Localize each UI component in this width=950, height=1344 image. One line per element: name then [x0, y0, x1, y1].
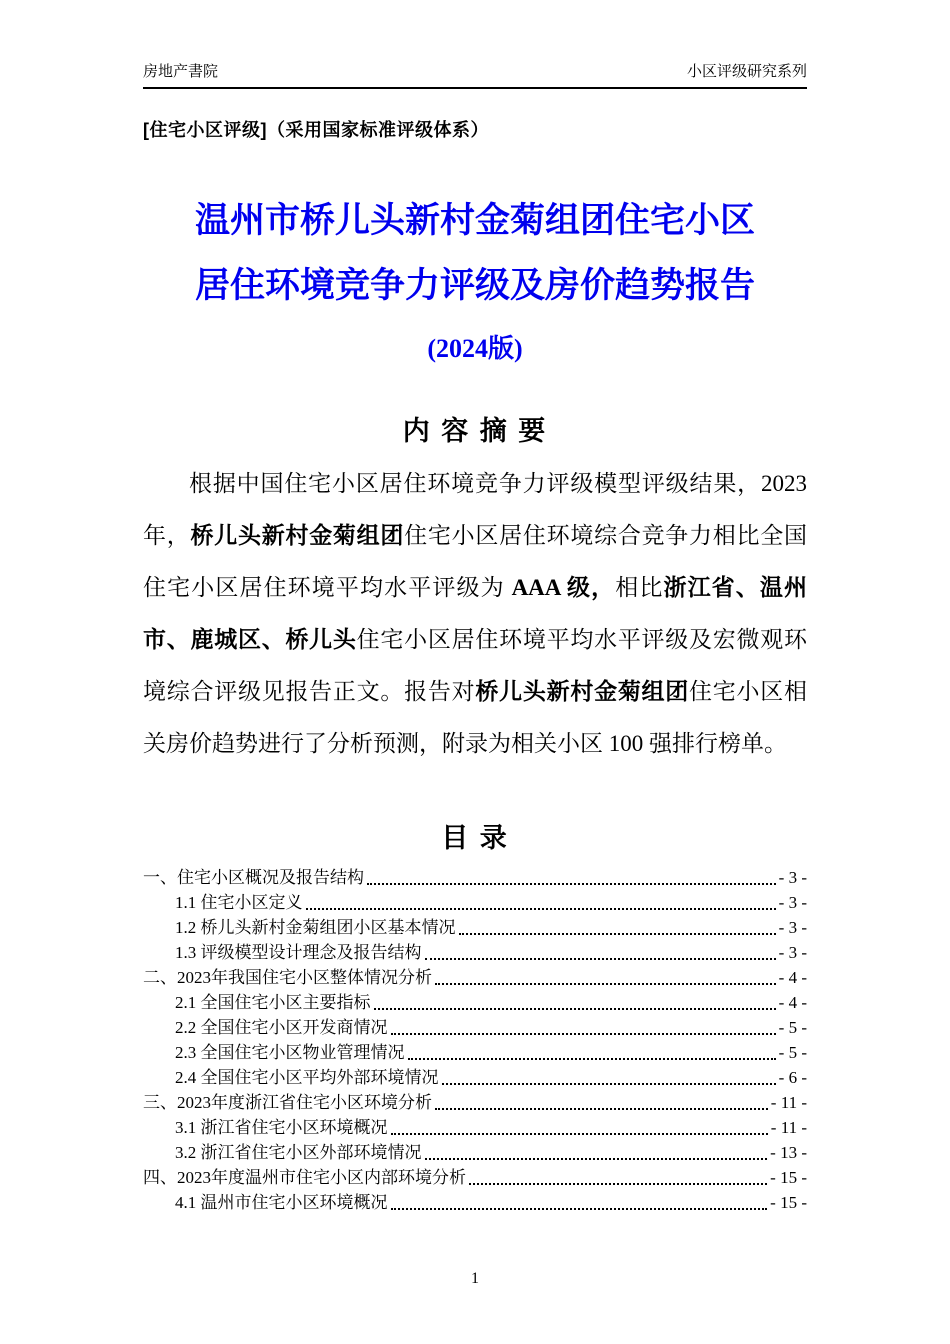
abstract-paragraph	[143, 458, 807, 770]
toc-entry-page: - 15 -	[770, 1168, 807, 1187]
toc-entry-2-2[interactable]	[143, 1015, 807, 1040]
toc-dot-leader	[435, 983, 776, 985]
toc-entry-label: 2.1 全国住宅小区主要指标	[175, 993, 371, 1012]
toc-entry-4[interactable]	[143, 1165, 807, 1190]
toc-entry-label: 2.2 全国住宅小区开发商情况	[175, 1018, 388, 1037]
rating-system-note: [住宅小区评级]（采用国家标准评级体系）	[143, 120, 489, 140]
abstract-segment: 相比	[615, 575, 664, 600]
toc-entry-1-1[interactable]	[143, 890, 807, 915]
report-edition: (2024版)	[427, 334, 523, 363]
abstract-segment-bold: 桥儿头新村金菊组团	[475, 679, 690, 704]
abstract-segment: 住宅小区相关房价趋势进行了分析预测，附录为相关小区 100 强排行榜单。	[143, 679, 808, 756]
toc-entry-page: - 5 -	[778, 1043, 807, 1062]
toc-dot-leader	[306, 908, 776, 910]
toc-entry-1-2[interactable]	[143, 915, 807, 940]
toc-dot-leader	[459, 933, 776, 935]
toc-entry-page: - 4 -	[778, 993, 807, 1012]
toc-entry-3-2[interactable]	[143, 1140, 807, 1165]
toc-dot-leader	[391, 1033, 776, 1035]
toc-entry-2-3[interactable]	[143, 1040, 807, 1065]
toc-entry-1[interactable]	[143, 865, 807, 890]
toc-entry-page: - 3 -	[778, 893, 807, 912]
toc-dot-leader	[442, 1083, 776, 1085]
toc-entry-page: - 3 -	[778, 943, 807, 962]
abstract-segment: 根据中国住宅小区居住环境竞争力评级模型评级结果，2023 年，	[143, 471, 807, 548]
toc-entry-3[interactable]	[143, 1090, 807, 1115]
abstract-segment-bold: 桥儿头新村金菊组团	[190, 523, 405, 548]
toc-entry-page: - 4 -	[778, 968, 807, 987]
abstract-segment: 住宅小区居住环境综合竞争力相比全国住宅小区居住环境平均水平评级为	[143, 523, 808, 600]
toc-entry-page: - 11 -	[770, 1093, 807, 1112]
toc-entry-page: - 3 -	[778, 918, 807, 937]
table-of-contents	[143, 865, 807, 1215]
toc-entry-label: 一、住宅小区概况及报告结构	[143, 868, 364, 887]
toc-entry-2-4[interactable]	[143, 1065, 807, 1090]
toc-dot-leader	[391, 1133, 768, 1135]
toc-entry-label: 二、2023年我国住宅小区整体情况分析	[143, 968, 432, 987]
toc-dot-leader	[425, 958, 776, 960]
page-number: 1	[471, 1270, 479, 1287]
toc-entry-label: 1.2 桥儿头新村金菊组团小区基本情况	[175, 918, 456, 937]
toc-entry-page: - 15 -	[770, 1193, 807, 1212]
abstract-segment-bold: AAA 级，	[511, 575, 616, 600]
toc-dot-leader	[374, 1008, 776, 1010]
report-title	[143, 188, 807, 318]
abstract-heading: 内 容 摘 要	[402, 416, 548, 446]
toc-dot-leader	[391, 1208, 768, 1210]
header-brand-text: 房地产書院	[143, 63, 219, 80]
toc-entry-page: - 5 -	[778, 1018, 807, 1037]
toc-entry-page: - 11 -	[770, 1118, 807, 1137]
abstract-segment: 住宅小区居住环境平均水平评级及宏微观环境综合评级见报告正文。报告对	[143, 627, 808, 704]
toc-entry-label: 四、2023年度温州市住宅小区内部环境分析	[143, 1168, 466, 1187]
header-series-text: 小区评级研究系列	[686, 63, 807, 80]
toc-entry-4-1[interactable]	[143, 1190, 807, 1215]
toc-dot-leader	[367, 883, 776, 885]
toc-dot-leader	[435, 1108, 768, 1110]
document-header	[143, 60, 807, 89]
toc-entry-2[interactable]	[143, 965, 807, 990]
toc-entry-page: - 6 -	[778, 1068, 807, 1087]
toc-entry-2-1[interactable]	[143, 990, 807, 1015]
toc-entry-label: 3.1 浙江省住宅小区环境概况	[175, 1118, 388, 1137]
report-title-line2: 居住环境竞争力评级及房价趋势报告	[194, 266, 755, 305]
toc-entry-1-3[interactable]	[143, 940, 807, 965]
abstract-segment-bold: 浙江省、温州市、鹿城区、桥儿头	[143, 575, 808, 652]
toc-entry-page: - 3 -	[778, 868, 807, 887]
toc-dot-leader	[425, 1158, 768, 1160]
toc-entry-label: 4.1 温州市住宅小区环境概况	[175, 1193, 388, 1212]
toc-dot-leader	[408, 1058, 776, 1060]
toc-entry-label: 2.4 全国住宅小区平均外部环境情况	[175, 1068, 439, 1087]
toc-entry-page: - 13 -	[770, 1143, 807, 1162]
toc-dot-leader	[469, 1183, 767, 1185]
toc-entry-label: 1.1 住宅小区定义	[175, 893, 303, 912]
toc-entry-label: 2.3 全国住宅小区物业管理情况	[175, 1043, 405, 1062]
report-title-line1: 温州市桥儿头新村金菊组团住宅小区	[194, 201, 755, 240]
toc-entry-label: 三、2023年度浙江省住宅小区环境分析	[143, 1093, 432, 1112]
toc-heading: 目 录	[441, 823, 509, 853]
toc-entry-label: 1.3 评级模型设计理念及报告结构	[175, 943, 422, 962]
toc-entry-label: 3.2 浙江省住宅小区外部环境情况	[175, 1143, 422, 1162]
toc-entry-3-1[interactable]	[143, 1115, 807, 1140]
